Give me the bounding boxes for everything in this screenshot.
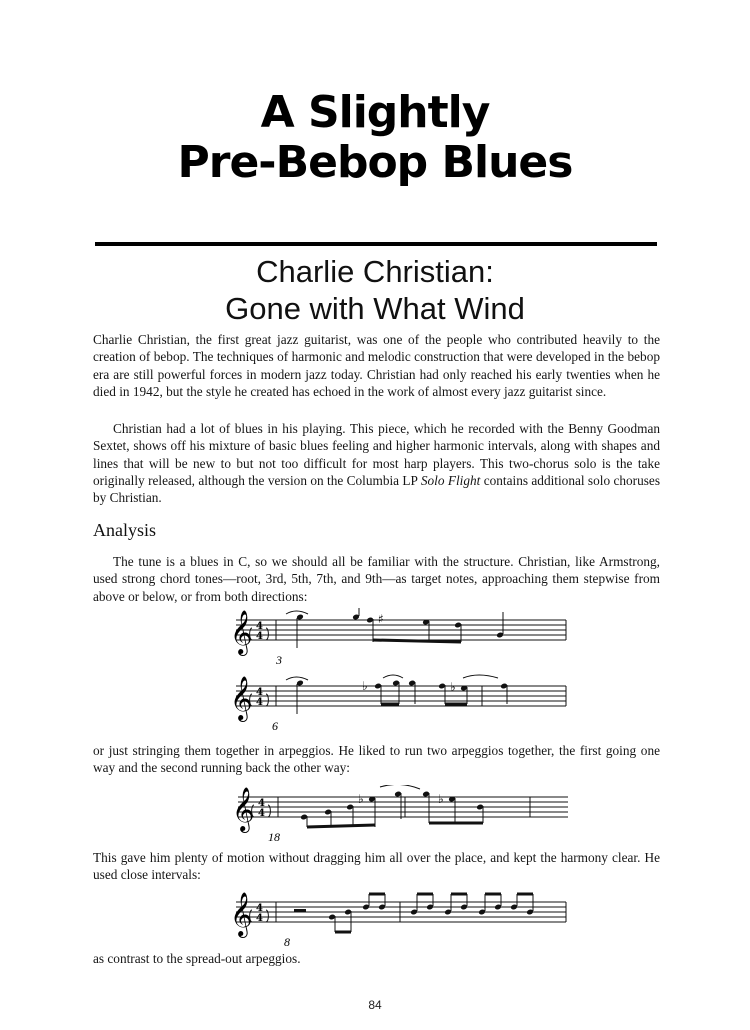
music-example-4	[228, 890, 573, 952]
music-example-1	[228, 608, 573, 670]
treble-clef-icon: 𝄞	[230, 676, 253, 720]
treble-clef-icon: 𝄞	[232, 787, 255, 831]
blues-paragraph-text-1: Christian had a lot of blues in his playing. This piece, which he recorded with the Benny Goodman Sextet, shows off his mixture of basic blues feeling and higher harmonic intervals, along with shapes and lines that will be new to but not too difficult for most harp players. This two-chorus solo is the take originally released, although the version on the Columbia LP	[93, 421, 660, 488]
analysis-paragraph: The tune is a blues in C, so we should all be familiar with the structure. Christian, like Armstrong, used strong chord tones—root, 3rd, 5th, 7th, and 9th—as target notes, approaching them stepwise from above or below, or from both directions:	[93, 554, 660, 604]
measure-number-18: 18	[268, 830, 280, 844]
time-signature-bottom: 4	[256, 913, 263, 924]
section-subtitle	[80, 253, 670, 327]
measure-number-6: 6	[272, 719, 278, 733]
contrast-paragraph: as contrast to the spread-out arpeggios.	[93, 951, 301, 966]
flat-icon: ♭	[362, 679, 368, 693]
chapter-title-line-2: Pre-Bebop Blues	[177, 137, 573, 188]
time-signature-bottom: 4	[256, 697, 263, 708]
subtitle-line-1: Charlie Christian:	[256, 254, 494, 289]
sharp-icon: ♯	[378, 612, 384, 626]
chapter-title-line-1: A Slightly	[260, 87, 490, 138]
flat-icon: ♭	[358, 792, 364, 806]
flat-icon: ♭	[438, 792, 444, 806]
intro-paragraph: Charlie Christian, the first great jazz guitarist, was one of the people who contributed heavily to the creation of bebop. The techniques of harmonic and melodic construction that were developed in the bebop era are still powerful forces in modern jazz today. Christian had only reached his early twenties when he died in 1942, but the style he created has echoed in the work of almost every jazz guitarist since.	[93, 332, 660, 399]
measure-number-3: 3	[276, 653, 282, 667]
music-example-2	[228, 674, 573, 736]
motion-paragraph: This gave him plenty of motion without dragging him all over the place, and kept the harmony clear. He used close intervals:	[93, 850, 660, 883]
title-divider-rule	[95, 242, 657, 246]
arpeggio-paragraph: or just stringing them together in arpeggios. He liked to run two arpeggios together, the first going one way and the second running back the other way:	[93, 743, 660, 776]
time-signature-top: 4	[258, 798, 265, 809]
time-signature-top: 4	[256, 687, 263, 698]
page-number: 84	[368, 998, 382, 1012]
time-signature-top: 4	[256, 621, 263, 632]
time-signature-bottom: 4	[258, 808, 265, 819]
album-title: Solo Flight	[420, 472, 481, 488]
analysis-heading: Analysis	[93, 520, 156, 540]
subtitle-line-2: Gone with What Wind	[225, 291, 525, 326]
blues-paragraph-text-2: contains additional solo choruses by Christian.	[93, 472, 660, 506]
treble-clef-icon: 𝄞	[230, 610, 253, 654]
measure-number-8: 8	[284, 935, 290, 949]
treble-clef-icon: 𝄞	[230, 892, 253, 936]
time-signature-bottom: 4	[256, 631, 263, 642]
chapter-title	[80, 88, 670, 188]
music-example-3	[230, 785, 575, 847]
blues-paragraph	[93, 420, 660, 506]
flat-icon: ♭	[450, 680, 456, 694]
time-signature-top: 4	[256, 903, 263, 914]
